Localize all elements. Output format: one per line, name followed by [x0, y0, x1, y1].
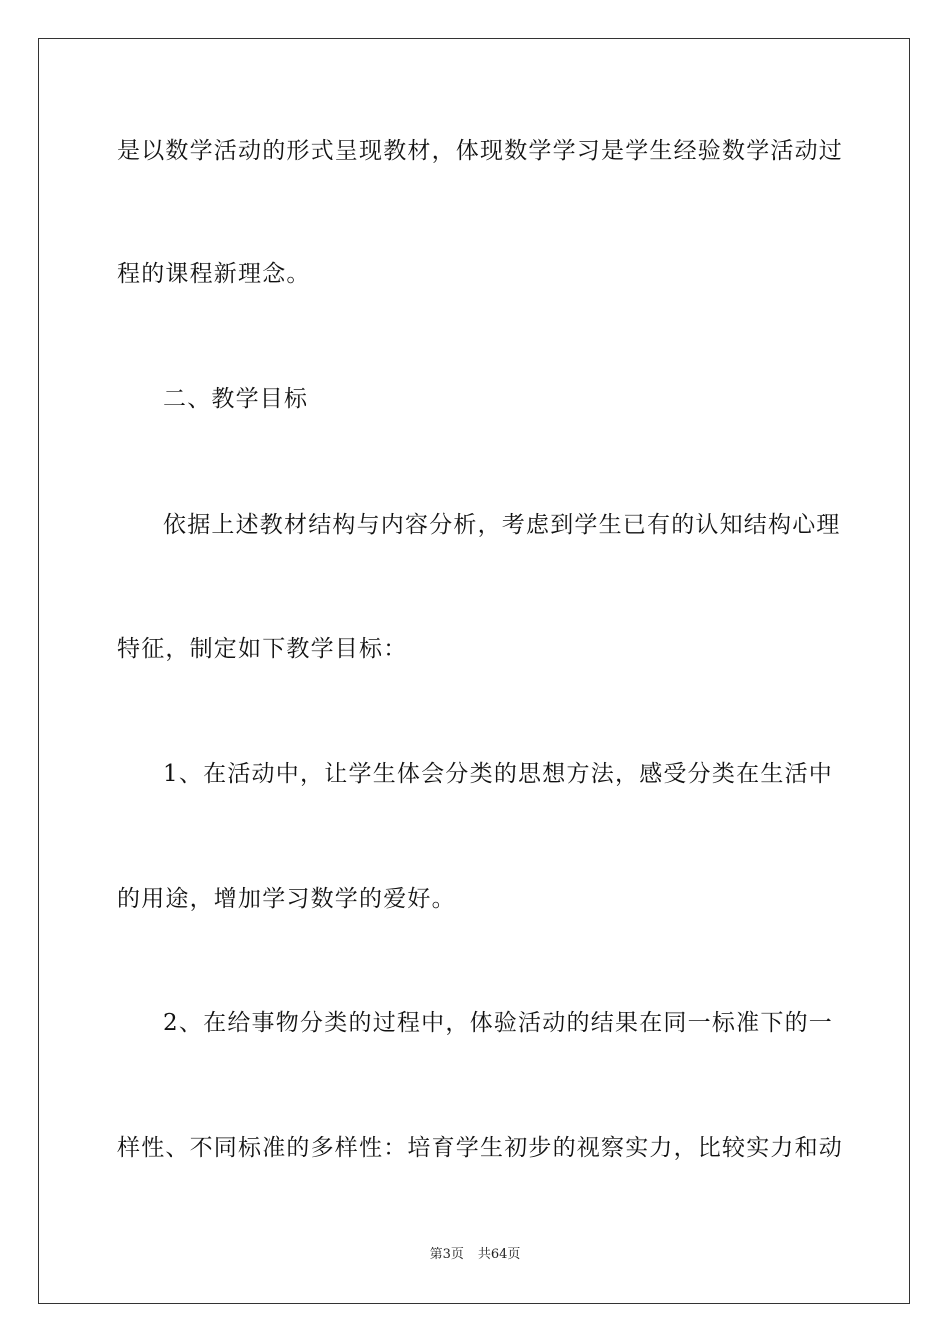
body-text-line: 是以数学活动的形式呈现教材，体现数学学习是学生经验数学活动过 — [117, 138, 843, 164]
body-text-line: 依据上述教材结构与内容分析，考虑到学生已有的认知结构心理 — [163, 512, 841, 538]
list-item-1: 1、在活动中，让学生体会分类的思想方法，感受分类在生活中 — [163, 761, 833, 787]
body-text-line: 的用途，增加学习数学的爱好。 — [117, 886, 456, 912]
body-text-line: 程的课程新理念。 — [117, 261, 311, 287]
page-number: 第3页 — [429, 1247, 464, 1262]
list-item-2: 2、在给事物分类的过程中，体验活动的结果在同一标准下的一 — [163, 1010, 833, 1036]
page-footer — [0, 1246, 950, 1264]
total-pages: 共64页 — [477, 1247, 521, 1262]
body-text-line: 特征，制定如下教学目标： — [117, 636, 408, 662]
body-text-line: 样性、不同标准的多样性：培育学生初步的视察实力，比较实力和动 — [117, 1135, 843, 1161]
page-border — [38, 38, 910, 1304]
section-heading: 二、教学目标 — [163, 386, 309, 412]
